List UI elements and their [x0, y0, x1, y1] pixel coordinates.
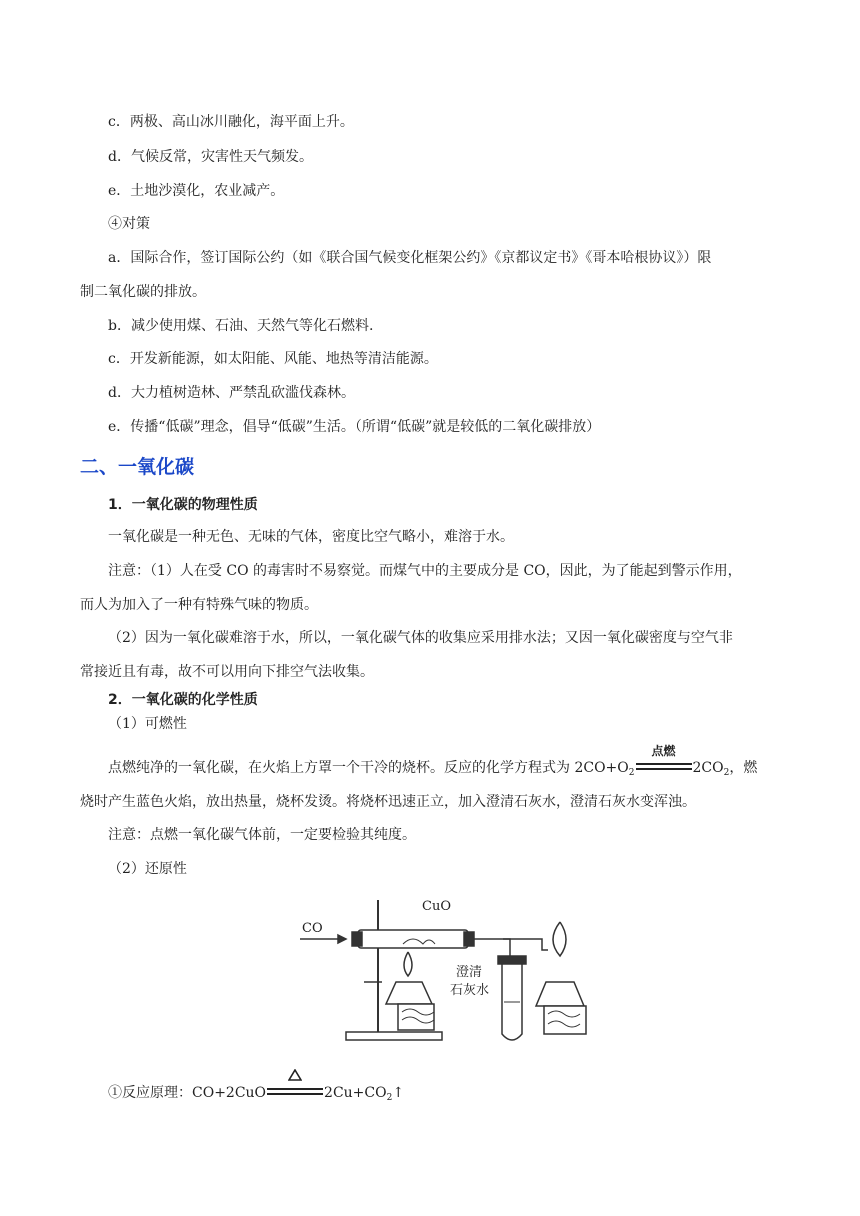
text-line: e．传播“低碳”理念，倡导“低碳”生活。（所谓“低碳”就是较低的二氧化碳排放） [108, 419, 601, 435]
equation-line: ①反应原理：CO+2CuO $2Cu+CO_2↑$ [108, 1082, 404, 1103]
text-line: （2）因为一氧化碳难溶于水，所以，一氧化碳气体的收集应采用排水法；又因一氧化碳密度与空气非 [108, 630, 733, 646]
subsection-heading: 1．一氧化碳的物理性质 [108, 497, 258, 513]
reaction-condition-heat [267, 1084, 323, 1098]
text-line: c．两极、高山冰川融化，海平面上升。 [108, 114, 354, 130]
reaction-condition: 点燃 [636, 759, 692, 773]
text-line: 注意：点燃一氧化碳气体前，一定要检验其纯度。 [108, 827, 416, 843]
text-line: c．开发新能源，如太阳能、风能、地热等清洁能源。 [108, 351, 438, 367]
co-label: CO [302, 921, 323, 936]
text-line: a．国际合作，签订国际公约（如《联合国气候变化框架公约》《京都议定书》《哥本哈根协议》）限 [108, 250, 712, 266]
equation-line: 点燃纯净的一氧化碳，在火焰上方罩一个干冷的烧杯。反应的化学方程式为 $2CO+O_2$ 点燃 $2CO_2$，燃 [108, 744, 758, 778]
cuo-label: CuO [422, 899, 451, 914]
text-line: b．减少使用煤、石油、天然气等化石燃料. [108, 318, 374, 334]
text-line: 烧时产生蓝色火焰，放出热量，烧杯发烫。将烧杯迅速正立，加入澄清石灰水，澄清石灰水变浑浊。 [80, 794, 696, 810]
text-line: e．土地沙漠化，农业减产。 [108, 183, 285, 199]
text-line: d．大力植树造林、严禁乱砍滥伐森林。 [108, 385, 355, 401]
limewater-label: 石灰水 [450, 983, 490, 998]
text-line: d．气候反常，灾害性天气频发。 [108, 149, 313, 165]
section-heading: 二、一氧化碳 [80, 456, 195, 478]
apparatus-diagram [298, 892, 598, 1062]
text-line: 一氧化碳是一种无色、无味的气体，密度比空气略小，难溶于水。 [108, 529, 514, 545]
subsection-heading: 2．一氧化碳的化学性质 [108, 692, 258, 708]
text-line: 而人为加入了一种有特殊气味的物质。 [80, 597, 318, 613]
text-line: 注意：（1）人在受 CO 的毒害时不易察觉。而煤气中的主要成分是 CO，因此，为了能起到警示作用， [108, 563, 742, 579]
text-line: （1）可燃性 [108, 716, 187, 732]
text-line: ④对策 [108, 216, 150, 232]
text-line: （2）还原性 [108, 861, 187, 877]
text-line: 常接近且有毒，故不可以用向下排空气法收集。 [80, 664, 374, 680]
text-line: 制二氧化碳的排放。 [80, 284, 206, 300]
limewater-label: 澄清 [456, 965, 483, 980]
